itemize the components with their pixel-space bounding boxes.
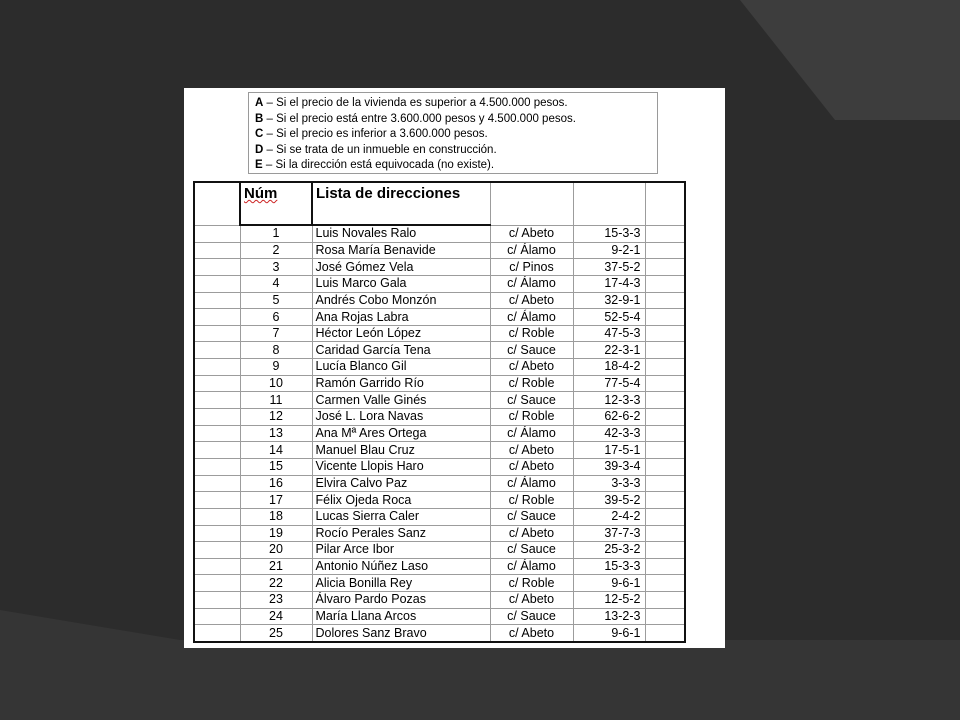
- table-row: [194, 259, 685, 276]
- row-num: 6: [240, 309, 312, 326]
- row-num: 1: [240, 225, 312, 242]
- row-num: 10: [240, 375, 312, 392]
- row-name: Luis Marco Gala: [312, 275, 490, 292]
- row-name: Héctor León López: [312, 325, 490, 342]
- row-name: Rosa María Benavide: [312, 242, 490, 259]
- row-code: 2-4-2: [573, 508, 645, 525]
- blank-cell: [194, 325, 240, 342]
- row-name: Caridad García Tena: [312, 342, 490, 359]
- row-code: 17-4-3: [573, 275, 645, 292]
- row-code: 3-3-3: [573, 475, 645, 492]
- row-name: José Gómez Vela: [312, 259, 490, 276]
- table-row: [194, 575, 685, 592]
- row-street: c/ Abeto: [490, 458, 573, 475]
- table-row: [194, 492, 685, 509]
- row-street: c/ Abeto: [490, 225, 573, 242]
- header-blank-cell: [194, 182, 240, 225]
- row-name: Lucas Sierra Caler: [312, 508, 490, 525]
- blank-cell: [645, 425, 685, 442]
- address-table: [193, 181, 686, 643]
- row-street: c/ Sauce: [490, 608, 573, 625]
- blank-cell: [194, 542, 240, 559]
- header-blank-cell: [645, 182, 685, 225]
- row-num: 18: [240, 508, 312, 525]
- table-row: [194, 592, 685, 609]
- row-num: 9: [240, 359, 312, 376]
- row-street: c/ Álamo: [490, 242, 573, 259]
- row-name: Álvaro Pardo Pozas: [312, 592, 490, 609]
- row-name: Andrés Cobo Monzón: [312, 292, 490, 309]
- row-street: c/ Abeto: [490, 525, 573, 542]
- blank-cell: [645, 359, 685, 376]
- row-num: 21: [240, 558, 312, 575]
- legend-line: C – Si el precio es inferior a 3.600.000 pesos.: [255, 128, 488, 141]
- table-row: [194, 275, 685, 292]
- blank-cell: [645, 259, 685, 276]
- blank-cell: [645, 242, 685, 259]
- blank-cell: [645, 542, 685, 559]
- row-code: 17-5-1: [573, 442, 645, 459]
- row-name: María Llana Arcos: [312, 608, 490, 625]
- row-street: c/ Roble: [490, 325, 573, 342]
- row-name: Alicia Bonilla Rey: [312, 575, 490, 592]
- row-code: 32-9-1: [573, 292, 645, 309]
- row-street: c/ Álamo: [490, 425, 573, 442]
- row-num: 17: [240, 492, 312, 509]
- row-street: c/ Sauce: [490, 508, 573, 525]
- row-num: 11: [240, 392, 312, 409]
- row-num: 25: [240, 625, 312, 642]
- legend-line: D – Si se trata de un inmueble en construcción.: [255, 143, 497, 156]
- row-name: Carmen Valle Ginés: [312, 392, 490, 409]
- row-code: 12-5-2: [573, 592, 645, 609]
- table-row: [194, 292, 685, 309]
- row-num: 4: [240, 275, 312, 292]
- blank-cell: [645, 525, 685, 542]
- blank-cell: [645, 409, 685, 426]
- row-name: Antonio Núñez Laso: [312, 558, 490, 575]
- blank-cell: [645, 508, 685, 525]
- blank-cell: [645, 442, 685, 459]
- table-row: [194, 225, 685, 242]
- blank-cell: [194, 592, 240, 609]
- blank-cell: [194, 475, 240, 492]
- legend-line: B – Si el precio está entre 3.600.000 pesos y 4.500.000 pesos.: [255, 112, 576, 125]
- row-name: Manuel Blau Cruz: [312, 442, 490, 459]
- row-code: 9-2-1: [573, 242, 645, 259]
- row-street: c/ Roble: [490, 492, 573, 509]
- row-code: 18-4-2: [573, 359, 645, 376]
- row-street: c/ Álamo: [490, 275, 573, 292]
- legend-line: A – Si el precio de la vivienda es superior a 4.500.000 pesos.: [255, 97, 568, 109]
- blank-cell: [194, 558, 240, 575]
- row-num: 8: [240, 342, 312, 359]
- row-name: Félix Ojeda Roca: [312, 492, 490, 509]
- table-row: [194, 508, 685, 525]
- table-row: [194, 325, 685, 342]
- table-row: [194, 409, 685, 426]
- table-row: [194, 309, 685, 326]
- blank-cell: [645, 458, 685, 475]
- table-row: [194, 442, 685, 459]
- blank-cell: [645, 592, 685, 609]
- row-code: 39-3-4: [573, 458, 645, 475]
- blank-cell: [194, 442, 240, 459]
- row-num: 15: [240, 458, 312, 475]
- row-num: 24: [240, 608, 312, 625]
- header-blank-cell: [573, 182, 645, 225]
- row-code: 39-5-2: [573, 492, 645, 509]
- blank-cell: [194, 259, 240, 276]
- row-street: c/ Roble: [490, 575, 573, 592]
- row-name: Vicente Llopis Haro: [312, 458, 490, 475]
- row-name: Rocío Perales Sanz: [312, 525, 490, 542]
- row-code: 52-5-4: [573, 309, 645, 326]
- blank-cell: [645, 492, 685, 509]
- blank-cell: [645, 625, 685, 642]
- blank-cell: [194, 409, 240, 426]
- row-num: 22: [240, 575, 312, 592]
- row-name: Lucía Blanco Gil: [312, 359, 490, 376]
- row-street: c/ Sauce: [490, 542, 573, 559]
- row-num: 7: [240, 325, 312, 342]
- row-num: 3: [240, 259, 312, 276]
- row-name: Dolores Sanz Bravo: [312, 625, 490, 642]
- table-row: [194, 375, 685, 392]
- blank-cell: [194, 309, 240, 326]
- blank-cell: [194, 625, 240, 642]
- header-name: Lista de direcciones: [312, 182, 490, 225]
- row-num: 12: [240, 409, 312, 426]
- row-code: 37-5-2: [573, 259, 645, 276]
- table-row: [194, 342, 685, 359]
- blank-cell: [194, 342, 240, 359]
- table-row: [194, 392, 685, 409]
- row-street: c/ Álamo: [490, 475, 573, 492]
- table-row: [194, 525, 685, 542]
- blank-cell: [645, 475, 685, 492]
- document-image: [184, 88, 725, 648]
- blank-cell: [194, 608, 240, 625]
- row-code: 15-3-3: [573, 558, 645, 575]
- blank-cell: [194, 425, 240, 442]
- blank-cell: [645, 575, 685, 592]
- blank-cell: [645, 309, 685, 326]
- blank-cell: [194, 275, 240, 292]
- row-street: c/ Roble: [490, 409, 573, 426]
- table-row: [194, 608, 685, 625]
- blank-cell: [645, 375, 685, 392]
- blank-cell: [645, 608, 685, 625]
- table-row: [194, 359, 685, 376]
- row-code: 62-6-2: [573, 409, 645, 426]
- row-street: c/ Abeto: [490, 442, 573, 459]
- blank-cell: [645, 325, 685, 342]
- row-street: c/ Abeto: [490, 625, 573, 642]
- row-code: 42-3-3: [573, 425, 645, 442]
- blank-cell: [194, 292, 240, 309]
- blank-cell: [194, 242, 240, 259]
- blank-cell: [194, 359, 240, 376]
- row-num: 16: [240, 475, 312, 492]
- legend-box: [248, 92, 658, 174]
- row-street: c/ Abeto: [490, 359, 573, 376]
- row-street: c/ Abeto: [490, 592, 573, 609]
- table-row: [194, 242, 685, 259]
- row-name: Ana Rojas Labra: [312, 309, 490, 326]
- row-code: 9-6-1: [573, 575, 645, 592]
- blank-cell: [194, 225, 240, 242]
- row-street: c/ Álamo: [490, 309, 573, 326]
- row-code: 22-3-1: [573, 342, 645, 359]
- table-row: [194, 542, 685, 559]
- row-num: 2: [240, 242, 312, 259]
- row-name: Pilar Arce Ibor: [312, 542, 490, 559]
- legend-line: E – Si la dirección está equivocada (no existe).: [255, 159, 495, 172]
- blank-cell: [194, 525, 240, 542]
- blank-cell: [194, 575, 240, 592]
- blank-cell: [645, 392, 685, 409]
- blank-cell: [194, 392, 240, 409]
- row-name: Elvira Calvo Paz: [312, 475, 490, 492]
- row-name: Ramón Garrido Río: [312, 375, 490, 392]
- blank-cell: [645, 558, 685, 575]
- row-name: José L. Lora Navas: [312, 409, 490, 426]
- row-code: 47-5-3: [573, 325, 645, 342]
- row-num: 23: [240, 592, 312, 609]
- blank-cell: [194, 508, 240, 525]
- row-code: 13-2-3: [573, 608, 645, 625]
- row-street: c/ Abeto: [490, 292, 573, 309]
- row-street: c/ Pinos: [490, 259, 573, 276]
- header-blank-cell: [490, 182, 573, 225]
- table-row: [194, 425, 685, 442]
- row-name: Ana Mª Ares Ortega: [312, 425, 490, 442]
- header-num: Núm: [240, 182, 312, 225]
- table-header-row: [194, 182, 685, 225]
- table-row: [194, 558, 685, 575]
- row-code: 37-7-3: [573, 525, 645, 542]
- row-num: 14: [240, 442, 312, 459]
- row-code: 25-3-2: [573, 542, 645, 559]
- row-street: c/ Sauce: [490, 342, 573, 359]
- row-num: 19: [240, 525, 312, 542]
- blank-cell: [194, 375, 240, 392]
- row-name: Luis Novales Ralo: [312, 225, 490, 242]
- blank-cell: [645, 292, 685, 309]
- row-street: c/ Sauce: [490, 392, 573, 409]
- blank-cell: [645, 225, 685, 242]
- table-row: [194, 475, 685, 492]
- table-row: [194, 625, 685, 642]
- row-code: 12-3-3: [573, 392, 645, 409]
- row-street: c/ Álamo: [490, 558, 573, 575]
- row-num: 20: [240, 542, 312, 559]
- row-code: 77-5-4: [573, 375, 645, 392]
- blank-cell: [645, 342, 685, 359]
- blank-cell: [194, 458, 240, 475]
- row-num: 13: [240, 425, 312, 442]
- row-street: c/ Roble: [490, 375, 573, 392]
- row-code: 15-3-3: [573, 225, 645, 242]
- blank-cell: [645, 275, 685, 292]
- blank-cell: [194, 492, 240, 509]
- table-row: [194, 458, 685, 475]
- row-num: 5: [240, 292, 312, 309]
- row-code: 9-6-1: [573, 625, 645, 642]
